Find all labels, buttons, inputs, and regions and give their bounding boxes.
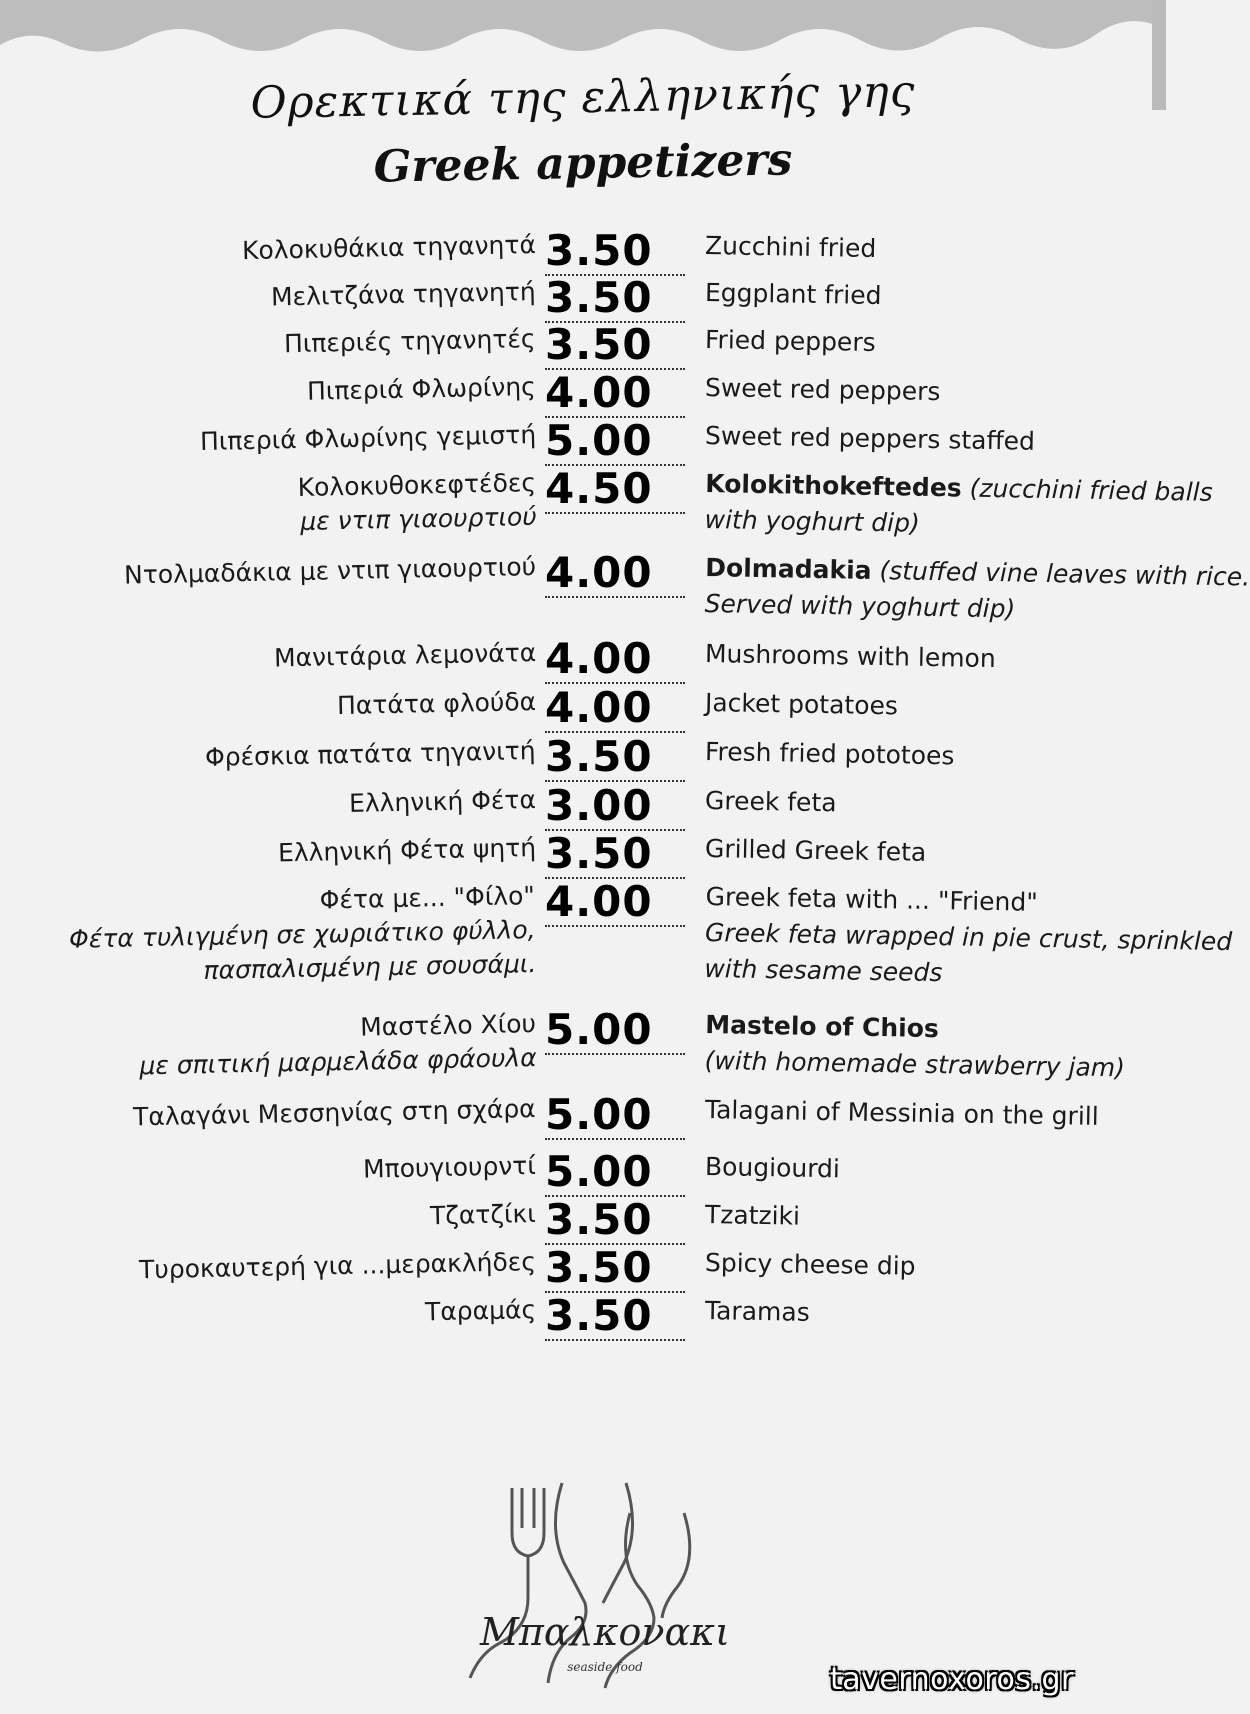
item-price: 3.50: [545, 228, 685, 276]
item-name-greek: [297, 466, 537, 539]
item-name-greek-text: Ελληνική Φέτα: [348, 785, 537, 818]
item-name-greek: [430, 1197, 536, 1233]
item-name-greek-text: Μαστέλο Χίου: [359, 1009, 536, 1042]
item-name-english-text: Fresh fried pototoes: [704, 737, 955, 771]
item-name-greek: [349, 783, 537, 821]
item-name-english-text: Grilled Greek feta: [704, 834, 927, 867]
item-name-greek-text: Κολοκυθοκεφτέδες: [297, 468, 536, 502]
restaurant-name: Μπαλκονακι: [479, 1610, 730, 1654]
item-name-greek-text: Μελιτζάνα τηγανητή: [271, 277, 537, 312]
item-name-greek: [69, 879, 538, 991]
restaurant-tagline: seaside food: [567, 1660, 643, 1674]
item-note-english: (stuffed vine leaves with rice.: [871, 555, 1250, 592]
item-description-english: with sesame seeds: [704, 953, 943, 988]
item-name-greek-text: Φρέσκια πατάτα τηγανιτή: [205, 736, 537, 772]
item-name-english-text: Talagani of Messinia on the grill: [704, 1095, 1099, 1131]
item-name-greek: [124, 550, 537, 593]
item-name-english: [705, 418, 1036, 460]
item-price: 4.50: [545, 466, 685, 514]
item-name-greek: [273, 636, 536, 675]
item-name-greek: [138, 1007, 537, 1083]
item-name-greek: [242, 228, 537, 268]
item-name-english-text: Bougiourdi: [704, 1152, 841, 1184]
item-name-greek: [337, 685, 537, 723]
item-name-english-bold: Dolmadakia: [705, 553, 872, 585]
item-name-english-text: Sweet red peppers staffed: [704, 421, 1036, 456]
item-name-english: [705, 275, 882, 314]
item-name-greek-text: Πιπεριές τηγανητές: [284, 324, 537, 359]
item-price: 5.00: [545, 1149, 685, 1197]
item-price: 3.50: [545, 275, 685, 323]
item-name-greek: [271, 275, 536, 315]
item-name-greek-text: Τζατζίκι: [430, 1199, 537, 1231]
item-price: 3.50: [545, 1197, 685, 1245]
item-name-greek-text: Φέτα με... "Φίλο": [319, 881, 536, 915]
item-name-greek-text: Πιπεριά Φλωρίνης γεμιστή: [199, 420, 537, 457]
item-name-greek: [307, 370, 536, 409]
item-name-english: [705, 370, 941, 410]
item-description-greek: με σπιτική μαρμελάδα φράουλα: [138, 1042, 537, 1081]
item-description-english: Greek feta wrapped in pie crust, sprinkled: [704, 918, 1233, 957]
item-name-greek: [139, 1245, 537, 1287]
item-name-english-text: Tzatziki: [704, 1200, 801, 1231]
item-name-english-bold: Mastelo of Chios: [705, 1010, 940, 1044]
item-name-english-text: Zucchini fried: [704, 231, 877, 263]
item-name-english: [705, 322, 876, 361]
item-name-greek-text: Ντολμαδάκια με ντιπ γιαουρτιού: [123, 552, 537, 590]
item-name-english-text: Mushrooms with lemon: [704, 639, 996, 674]
item-price: 3.00: [545, 783, 685, 831]
item-name-greek-text: Μανιτάρια λεμονάτα: [273, 638, 537, 673]
item-name-greek-text: Μπουγιουρντί: [362, 1151, 537, 1184]
item-description-english: Served with yoghurt dip): [704, 588, 1016, 624]
item-name-greek-text: Πιπεριά Φλωρίνης: [306, 372, 537, 406]
item-name-english-bold: Kolokithokeftedes: [705, 469, 962, 503]
item-name-english-text: Greek feta with ... "Friend": [705, 882, 1039, 917]
item-price: 4.00: [545, 636, 685, 684]
item-name-greek: [284, 322, 536, 361]
scalloped-border: [0, 0, 1166, 70]
item-name-english-text: Spicy cheese dip: [704, 1248, 916, 1281]
item-price: 5.00: [545, 1007, 685, 1055]
menu-title-english: Greek appetizers: [373, 134, 793, 193]
item-price: 3.50: [545, 734, 685, 782]
item-description-english: with yoghurt dip): [704, 504, 921, 538]
item-name-greek: [133, 1092, 536, 1134]
item-name-greek: [200, 418, 537, 459]
watermark: tavernoxoros.gr: [830, 1662, 1074, 1697]
item-name-greek-text: Ταλαγάνι Μεσσηνίας στη σχάρα: [133, 1094, 537, 1132]
item-name-english: [705, 1293, 810, 1331]
item-price: 3.50: [545, 1245, 685, 1293]
item-name-greek-text: Ταραμάς: [424, 1295, 537, 1327]
item-name-english: [704, 879, 1233, 996]
item-name-english: [705, 1245, 916, 1285]
item-name-english-text: Taramas: [704, 1296, 810, 1327]
item-name-english: [705, 685, 899, 724]
item-note-english: (zucchini fried balls: [961, 473, 1213, 507]
item-name-english: [705, 734, 955, 774]
item-price: 5.00: [545, 418, 685, 466]
item-name-english: [705, 783, 837, 821]
item-price: 3.50: [545, 322, 685, 370]
item-description-greek: με ντιπ γιαουρτιού: [299, 501, 537, 536]
item-name-english: [704, 466, 1213, 547]
item-name-greek-text: Τυροκαυτερή για ...μερακλήδες: [138, 1247, 537, 1285]
item-name-english-text: Sweet red peppers: [704, 373, 941, 407]
item-name-english-text: Greek feta: [704, 786, 837, 818]
item-price: 4.00: [545, 370, 685, 418]
item-name-english: [705, 831, 927, 871]
item-price: 4.00: [545, 550, 685, 598]
item-name-english-text: Eggplant fried: [704, 278, 882, 311]
item-name-english: [704, 550, 1250, 631]
item-price: 5.00: [545, 1092, 685, 1140]
item-description-greek: Φέτα τυλιγμένη σε χωριάτικο φύλλο,: [69, 915, 537, 954]
item-name-english: [705, 1092, 1099, 1135]
item-name-english: [705, 1197, 801, 1235]
item-name-english: [704, 1007, 1125, 1086]
item-name-english: [705, 1149, 841, 1187]
item-name-greek: [205, 734, 536, 775]
menu-title-greek: Ορεκτικά της ελληνικής γης: [250, 66, 916, 129]
item-name-english-text: Jacket potatoes: [704, 688, 899, 721]
item-price: 4.00: [545, 879, 685, 927]
item-price: 3.50: [545, 831, 685, 879]
item-description-english: (with homemade strawberry jam): [704, 1045, 1126, 1083]
item-price: 4.00: [545, 685, 685, 733]
item-name-greek: [363, 1149, 536, 1187]
item-name-greek-text: Κολοκυθάκια τηγανητά: [241, 230, 537, 266]
item-name-english-text: Fried peppers: [704, 325, 876, 357]
item-description-greek: πασπαλισμένη με σουσάμι.: [203, 948, 538, 985]
item-price: 3.50: [545, 1293, 685, 1341]
item-name-greek-text: Ελληνική Φέτα ψητή: [277, 833, 537, 868]
item-name-english: [705, 228, 877, 267]
item-name-greek-text: Πατάτα φλούδα: [336, 687, 537, 721]
item-name-greek: [278, 831, 537, 870]
item-name-english: [705, 636, 996, 677]
item-name-greek: [424, 1293, 536, 1329]
